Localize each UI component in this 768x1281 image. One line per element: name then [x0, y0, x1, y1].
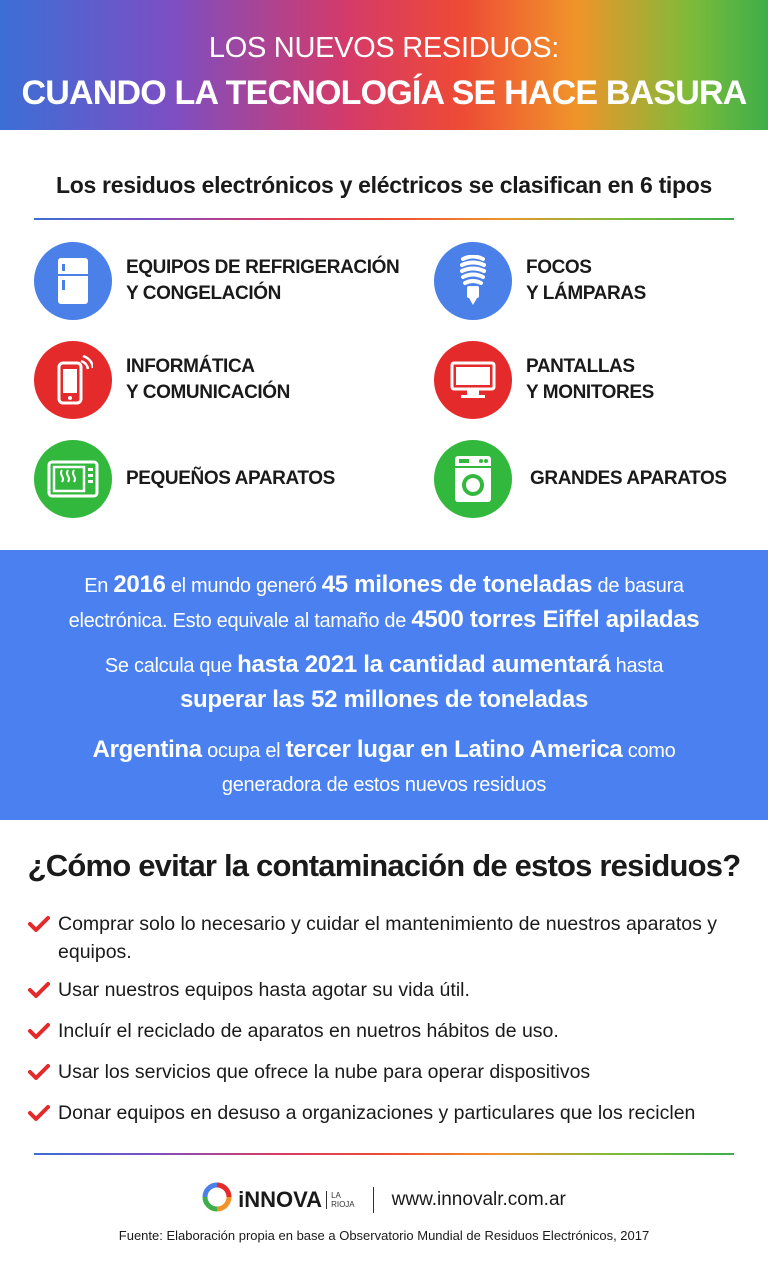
- category-label-line1: PANTALLAS: [526, 356, 635, 377]
- stats-text: electrónica. Esto equivale al tamaño de: [68, 610, 412, 632]
- stats-highlight: tercer lugar en Latino America: [285, 736, 623, 763]
- website-link[interactable]: www.innovalr.com.ar: [391, 1188, 566, 1210]
- stats-text: hasta: [610, 655, 664, 677]
- list-item: [28, 1058, 748, 1089]
- stats-highlight: 45 milones de toneladas: [321, 571, 593, 598]
- microwave-icon: [34, 440, 112, 518]
- stats-text: ocupa el: [201, 740, 286, 762]
- smartphone-icon: [34, 341, 112, 419]
- list-item-text: Usar nuestros equipos hasta agotar su vida útil.: [58, 979, 470, 1001]
- stats-paragraph-3: [0, 733, 768, 802]
- stats-highlight: 4500 torres Eiffel apiladas: [411, 606, 700, 633]
- stats-highlight: 2016: [113, 571, 166, 598]
- category-screens: [434, 341, 654, 419]
- stats-paragraph-1: [0, 568, 768, 638]
- category-refrigeration: [34, 242, 399, 320]
- category-lamps: [434, 242, 646, 320]
- header-title-line1: LOS NUEVOS RESIDUOS:: [208, 32, 560, 64]
- brand-subtitle-line2: RIOJA: [331, 1199, 355, 1209]
- checkmark-icon: [28, 1058, 58, 1089]
- category-it-communication: [34, 341, 290, 419]
- stats-text: Se calcula que: [104, 655, 238, 677]
- stats-paragraph-2: [0, 648, 768, 718]
- monitor-icon: [434, 341, 512, 419]
- category-label-line2: Y MONITORES: [526, 382, 654, 403]
- list-item-text: Incluír el reciclado de aparatos en nuetros hábitos de uso.: [58, 1020, 559, 1042]
- stats-highlight: hasta 2021 la cantidad aumentará: [237, 651, 611, 678]
- checkmark-icon: [28, 910, 58, 941]
- brand-subtitle: [326, 1191, 355, 1209]
- category-label-line1: EQUIPOS DE REFRIGERACIÓN: [126, 257, 400, 278]
- section-subtitle: Los residuos electrónicos y eléctricos se clasifican en 6 tipos: [55, 172, 713, 198]
- gradient-divider: [34, 1153, 734, 1155]
- category-label-line1: INFORMÁTICA: [126, 356, 255, 377]
- checkmark-icon: [28, 976, 58, 1007]
- category-label-line1: GRANDES APARATOS: [530, 468, 727, 489]
- list-item-text: Comprar solo lo necesario y cuidar el mantenimiento de nuestros aparatos y equipos.: [58, 913, 718, 963]
- prevention-list: [28, 910, 748, 1140]
- refrigerator-icon: [34, 242, 112, 320]
- source-citation: Fuente: Elaboración propia en base a Observatorio Mundial de Residuos Electrónicos, 2017: [118, 1228, 650, 1243]
- category-label-line1: FOCOS: [526, 257, 592, 278]
- stats-highlight: superar las 52 millones de toneladas: [179, 686, 589, 713]
- stats-text: el mundo generó: [165, 575, 322, 597]
- stats-text: En: [84, 575, 114, 597]
- category-large-appliances: [434, 440, 727, 518]
- brand-subtitle-line1: LA: [331, 1190, 341, 1200]
- brand-name: iNNOVA: [238, 1186, 323, 1212]
- list-item-text: Donar equipos en desuso a organizaciones y particulares que los reciclen: [58, 1102, 696, 1124]
- stats-text: generadora de estos nuevos residuos: [221, 774, 547, 796]
- category-small-appliances: [34, 440, 335, 518]
- footer-separator: [373, 1187, 374, 1213]
- innova-logo: [202, 1182, 355, 1217]
- innova-logo-icon: [202, 1182, 232, 1217]
- stats-text: de basura: [592, 575, 684, 597]
- prevention-title: ¿Cómo evitar la contaminación de estos residuos?: [27, 848, 741, 883]
- category-label-line2: Y COMUNICACIÓN: [126, 382, 290, 403]
- checkmark-icon: [28, 1099, 58, 1130]
- stats-text: como: [622, 740, 676, 762]
- light-bulb-icon: [434, 242, 512, 320]
- stats-highlight: Argentina: [92, 736, 202, 763]
- list-item: [28, 976, 748, 1007]
- category-label-line1: PEQUEÑOS APARATOS: [126, 468, 335, 489]
- category-label-line2: Y CONGELACIÓN: [126, 283, 281, 304]
- list-item: [28, 910, 748, 966]
- list-item: [28, 1017, 748, 1048]
- category-label-line2: Y LÁMPARAS: [526, 283, 646, 304]
- gradient-divider: [34, 218, 734, 220]
- header-banner: [0, 0, 768, 130]
- list-item-text: Usar los servicios que ofrece la nube para operar dispositivos: [58, 1061, 591, 1083]
- checkmark-icon: [28, 1017, 58, 1048]
- stats-panel: [0, 550, 768, 820]
- washing-machine-icon: [434, 440, 512, 518]
- footer-brand-row: [0, 1182, 768, 1217]
- list-item: [28, 1099, 748, 1130]
- header-title-line2: CUANDO LA TECNOLOGÍA SE HACE BASURA: [21, 74, 747, 112]
